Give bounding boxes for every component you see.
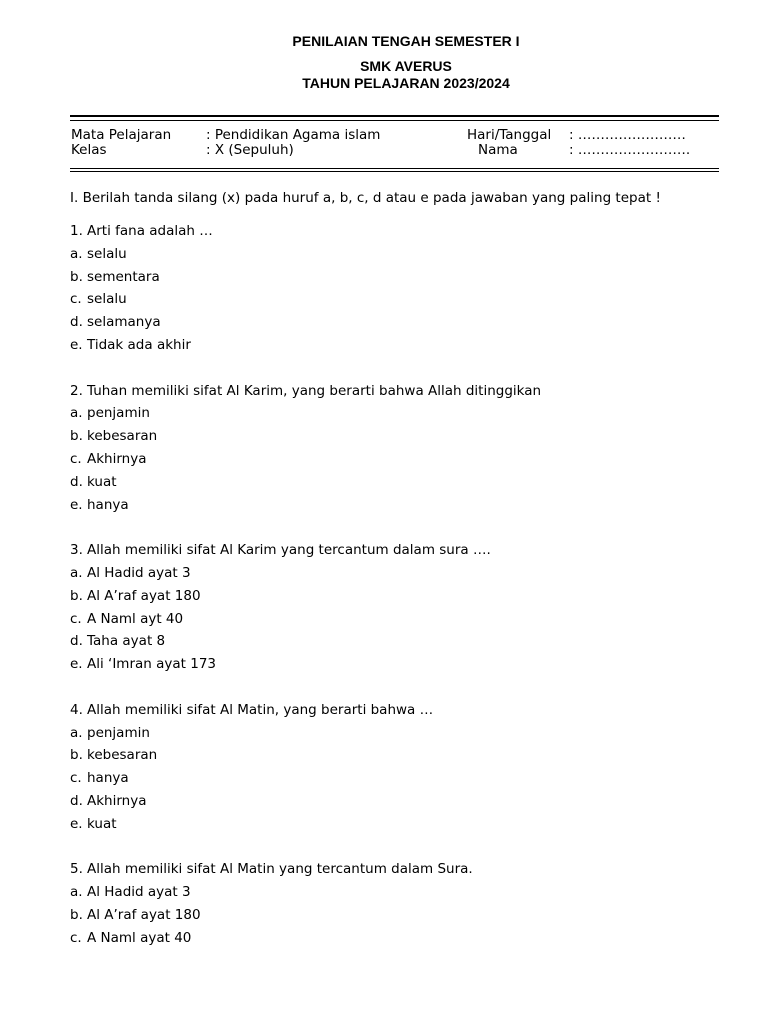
instruction: I. Berilah tanda silang (x) pada huruf a, b, c, d atau e pada jawaban yang paling tepat ! (70, 190, 661, 206)
option-text: Akhirnya (87, 793, 147, 809)
top-divider-thin (70, 120, 719, 121)
option-letter: b. (70, 428, 83, 445)
answer-option-5-b[interactable] (70, 907, 201, 923)
question-text: Allah memiliki sifat Al Matin yang tercantum dalam Sura. (87, 861, 473, 878)
question-text: Allah memiliki sifat Al Matin, yang berarti bahwa … (87, 701, 434, 718)
option-text: Al Hadid ayat 3 (87, 884, 191, 901)
name-value: : ……………………. (569, 142, 691, 158)
option-text: Tidak ada akhir (87, 337, 191, 353)
option-text: Taha ayat 8 (87, 633, 166, 650)
option-text: penjamin (87, 405, 150, 422)
option-text: penjamin (87, 724, 150, 741)
exam-title: PENILAIAN TENGAH SEMESTER I (292, 33, 520, 49)
day-label: Hari/Tanggal (467, 127, 552, 143)
option-letter: d. (70, 314, 83, 331)
day-value: : …………………… (569, 127, 686, 143)
option-text: hanya (87, 496, 129, 513)
answer-option-1-e[interactable] (70, 337, 191, 353)
option-letter: e. (70, 337, 83, 353)
option-letter: b. (70, 907, 83, 923)
option-letter: e. (70, 815, 83, 832)
bottom-divider-thin (70, 168, 719, 169)
question-number: 3. (70, 542, 83, 559)
option-text: Ali ‘Imran ayat 173 (87, 656, 217, 673)
answer-option-1-d[interactable] (70, 314, 161, 330)
question-text: Arti fana adalah … (87, 223, 213, 239)
question-text: Allah memiliki sifat Al Karim yang tercantum dalam sura …. (87, 542, 491, 559)
option-text: A Naml ayat 40 (87, 929, 192, 946)
option-letter: c. (70, 291, 82, 308)
option-text: kuat (87, 815, 117, 832)
answer-option-3-e[interactable] (70, 656, 216, 672)
option-letter: d. (70, 793, 83, 809)
answer-option-4-b[interactable] (70, 747, 157, 763)
answer-option-2-d[interactable] (70, 474, 117, 490)
option-letter: c. (70, 770, 82, 787)
subject-value: : Pendidikan Agama islam (206, 127, 381, 143)
question-text: Tuhan memiliki sifat Al Karim, yang berarti bahwa Allah ditinggikan (87, 382, 542, 399)
answer-option-4-c[interactable] (70, 770, 129, 786)
option-letter: e. (70, 496, 83, 513)
answer-option-4-d[interactable] (70, 793, 147, 809)
option-text: kebesaran (87, 747, 158, 764)
answer-option-5-c[interactable] (70, 930, 191, 946)
option-text: kebesaran (87, 428, 158, 445)
class-label: Kelas (71, 142, 107, 158)
option-letter: c. (70, 610, 82, 627)
answer-option-2-e[interactable] (70, 497, 129, 513)
option-letter: a. (70, 724, 83, 741)
question-number: 1. (70, 223, 83, 239)
answer-option-2-c[interactable] (70, 451, 147, 467)
name-label: Nama (478, 142, 518, 158)
option-letter: a. (70, 245, 83, 262)
question-5 (70, 861, 473, 877)
option-text: A Naml ayt 40 (87, 610, 184, 627)
answer-option-1-b[interactable] (70, 269, 160, 285)
option-letter: e. (70, 656, 83, 673)
option-letter: b. (70, 268, 83, 285)
option-letter: b. (70, 587, 83, 604)
option-text: selamanya (87, 314, 161, 331)
option-text: selalu (87, 291, 127, 308)
question-number: 4. (70, 701, 83, 718)
option-letter: c. (70, 929, 82, 946)
option-text: Akhirnya (87, 451, 147, 467)
answer-option-2-b[interactable] (70, 428, 157, 444)
question-1 (70, 223, 213, 239)
option-text: Al A’raf ayat 180 (87, 587, 201, 604)
question-number: 2. (70, 382, 83, 399)
option-letter: b. (70, 747, 83, 764)
answer-option-4-e[interactable] (70, 816, 117, 832)
answer-option-4-a[interactable] (70, 725, 150, 741)
option-letter: a. (70, 884, 83, 901)
question-number: 5. (70, 861, 83, 878)
answer-option-3-a[interactable] (70, 565, 191, 581)
option-letter: d. (70, 473, 83, 490)
option-text: kuat (87, 473, 117, 490)
option-letter: a. (70, 565, 83, 581)
school-name: SMK AVERUS (360, 58, 452, 74)
option-text: hanya (87, 770, 129, 787)
option-letter: c. (70, 451, 82, 467)
answer-option-3-b[interactable] (70, 588, 201, 604)
option-text: Al A’raf ayat 180 (87, 907, 201, 923)
answer-option-2-a[interactable] (70, 405, 150, 421)
option-letter: a. (70, 405, 83, 422)
bottom-divider-second (70, 171, 719, 172)
top-divider-thick (70, 115, 719, 117)
answer-option-1-a[interactable] (70, 246, 127, 262)
option-letter: d. (70, 633, 83, 650)
option-text: sementara (87, 268, 160, 285)
option-text: Al Hadid ayat 3 (87, 565, 191, 581)
question-4 (70, 702, 433, 718)
question-2 (70, 383, 541, 399)
question-3 (70, 542, 491, 558)
academic-year: TAHUN PELAJARAN 2023/2024 (302, 75, 510, 91)
class-value: : X (Sepuluh) (206, 142, 294, 158)
subject-label: Mata Pelajaran (71, 127, 172, 143)
option-text: selalu (87, 245, 127, 262)
answer-option-1-c[interactable] (70, 291, 127, 307)
answer-option-3-c[interactable] (70, 611, 183, 627)
answer-option-3-d[interactable] (70, 633, 165, 649)
answer-option-5-a[interactable] (70, 884, 191, 900)
